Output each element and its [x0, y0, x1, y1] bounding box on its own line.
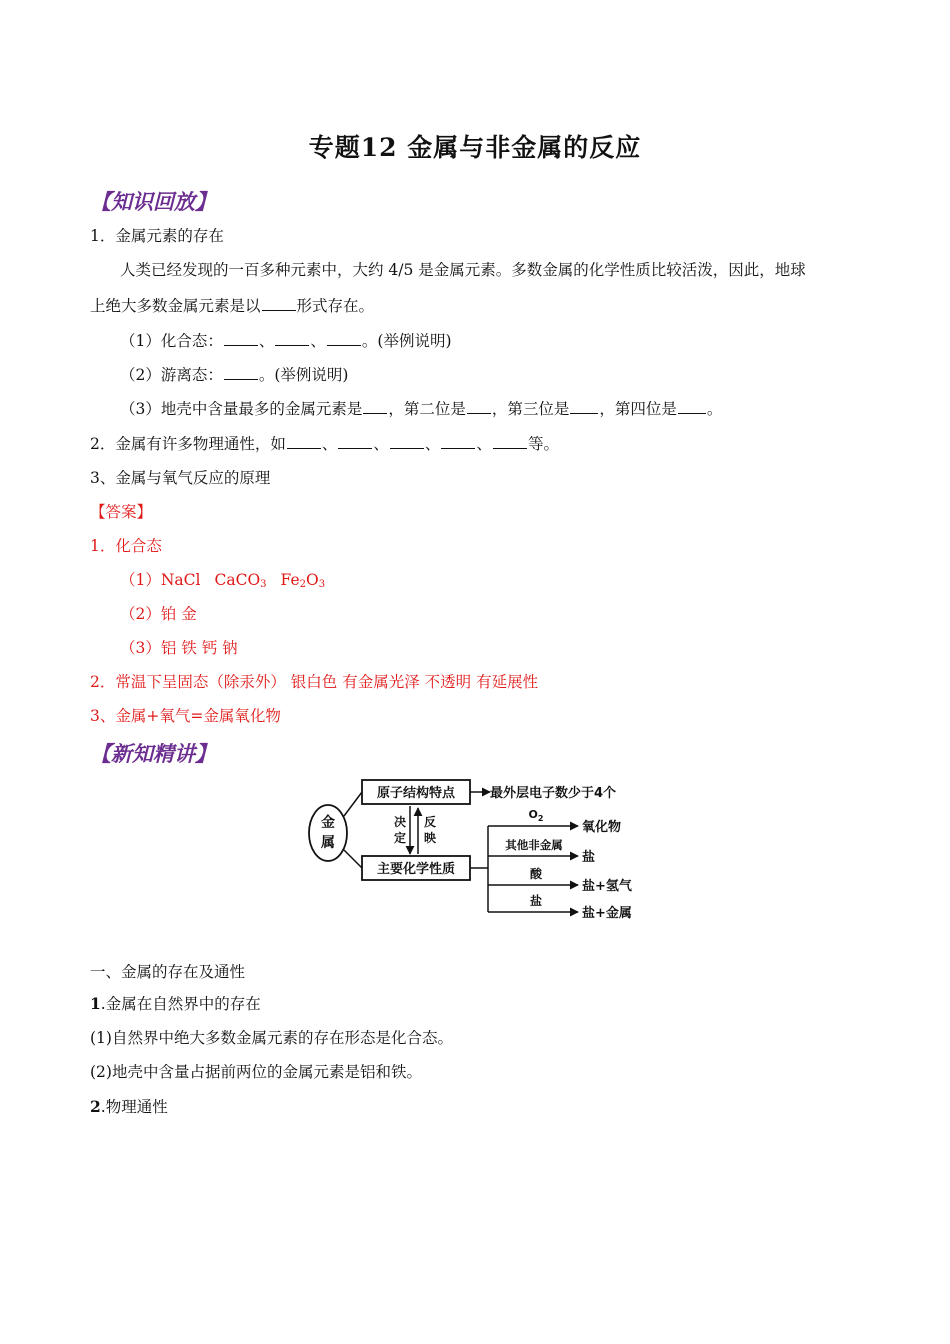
text-span: Fe — [280, 571, 300, 589]
answer-blank — [441, 434, 475, 449]
o2-label: $O_2$ — [528, 808, 544, 823]
metal-label-top: 金 — [321, 815, 335, 831]
answer-blank — [327, 331, 361, 346]
separator: 、 — [476, 435, 492, 453]
answer-blank — [363, 399, 387, 414]
text-span: .物理通性 — [100, 1098, 168, 1116]
text-span: O — [306, 571, 319, 589]
text-span: 上绝大多数金属元素是以 — [90, 297, 261, 315]
separator: 、 — [424, 435, 441, 453]
answer-1-3: （3）铝 铁 钙 钠 — [120, 639, 238, 657]
answer-blank — [275, 331, 309, 346]
text-span: （1）NaCl — [120, 571, 201, 589]
question-1-1 — [120, 331, 452, 351]
text-span: 等。 — [527, 435, 559, 453]
question-3: 3、金属与氧气反应的原理 — [90, 469, 271, 487]
question-1-2 — [120, 365, 348, 385]
text-span: （2）游离态： — [120, 366, 223, 384]
connector-line — [344, 792, 362, 816]
nonmetal-label: 其他非金属 — [505, 838, 563, 852]
answer-blank — [390, 434, 424, 449]
section-heading-review: 【知识回放】 — [90, 189, 216, 214]
item-number: 2 — [90, 1097, 101, 1116]
answer-blank — [678, 399, 706, 414]
reflect-label: 映 — [423, 831, 437, 845]
salt-metal-label: 盐+金属 — [582, 906, 632, 921]
item-number: 1 — [90, 994, 101, 1013]
text-span: ，第三位是 — [491, 400, 570, 418]
answer-blank — [287, 434, 321, 449]
subscript: 2 — [299, 579, 306, 590]
text-span: 2．金属有许多物理通性，如 — [90, 435, 286, 453]
question-2 — [90, 434, 559, 454]
answer-blank — [224, 331, 258, 346]
answer-blank — [570, 399, 598, 414]
answer-heading: 【答案】 — [90, 503, 153, 521]
text-span: 。 — [706, 400, 723, 418]
subscript: 3 — [260, 579, 267, 590]
answer-blank — [467, 399, 491, 414]
page-title: 专题12 金属与非金属的反应 — [308, 133, 642, 162]
separator: 、 — [373, 435, 389, 453]
answer-blank — [493, 434, 527, 449]
answer-blank — [224, 365, 258, 380]
question-1-paragraph-a: 人类已经发现的一百多种元素中，大约 4/5 是金属元素。多数金属的化学性质比较活泼，因此，地球 — [120, 261, 806, 279]
metal-oval — [309, 805, 347, 861]
decide-label: 决 — [393, 815, 407, 829]
question-1-paragraph-b — [90, 296, 374, 316]
question-1-title: 1．金属元素的存在 — [90, 227, 224, 245]
paragraph-section-1: 一、金属的存在及通性 — [90, 963, 246, 981]
chem-properties-label: 主要化学性质 — [376, 862, 456, 877]
connector-line — [344, 850, 362, 868]
section-heading-new-knowledge: 【新知精讲】 — [90, 741, 216, 766]
structure-result-label: 最外层电子数少于4个 — [490, 786, 617, 801]
answer-1: 1．化合态 — [90, 537, 162, 555]
answer-1-1 — [120, 570, 325, 595]
metal-label-bottom: 属 — [321, 835, 335, 851]
answer-2: 2．常温下呈固态（除汞外） 银白色 有金属光泽 不透明 有延展性 — [90, 673, 539, 691]
decide-label: 定 — [393, 831, 407, 845]
text-span: 。(举例说明) — [361, 332, 452, 350]
question-1-3 — [120, 399, 722, 419]
reflect-label: 反 — [423, 815, 437, 829]
text-span: 形式存在。 — [296, 297, 375, 315]
paragraph-2 — [90, 1097, 168, 1117]
text-span: ，第二位是 — [388, 400, 466, 418]
text-span: ，第四位是 — [599, 400, 677, 418]
text-span: （3）地壳中含量最多的金属元素是 — [120, 400, 363, 418]
text-span: （1）化合态： — [120, 332, 223, 350]
paragraph-1-1: (1)自然界中绝大多数金属元素的存在形态是化合态。 — [90, 1029, 453, 1047]
answer-3: 3、金属+氧气=金属氧化物 — [90, 707, 281, 725]
paragraph-1-2: (2)地壳中含量占据前两位的金属元素是铝和铁。 — [90, 1063, 422, 1081]
text-span: 。(举例说明) — [258, 366, 349, 384]
separator: 、 — [321, 435, 338, 453]
text-span: CaCO — [214, 571, 261, 589]
answer-1-2: （2）铂 金 — [120, 605, 197, 623]
subscript: 3 — [318, 579, 326, 590]
salt-reactant-label: 盐 — [529, 894, 543, 908]
text-span: .金属在自然界中的存在 — [100, 995, 261, 1013]
oxide-label: 氧化物 — [582, 820, 622, 835]
answer-blank — [262, 296, 296, 311]
metal-properties-diagram — [300, 770, 678, 930]
separator: 、 — [310, 332, 326, 350]
separator: 、 — [258, 332, 275, 350]
structure-label: 原子结构特点 — [376, 786, 456, 801]
acid-label: 酸 — [529, 867, 543, 881]
answer-blank — [338, 434, 372, 449]
salt-hydrogen-label: 盐+氢气 — [582, 879, 632, 894]
salt-label: 盐 — [582, 850, 596, 865]
paragraph-1 — [90, 994, 261, 1014]
